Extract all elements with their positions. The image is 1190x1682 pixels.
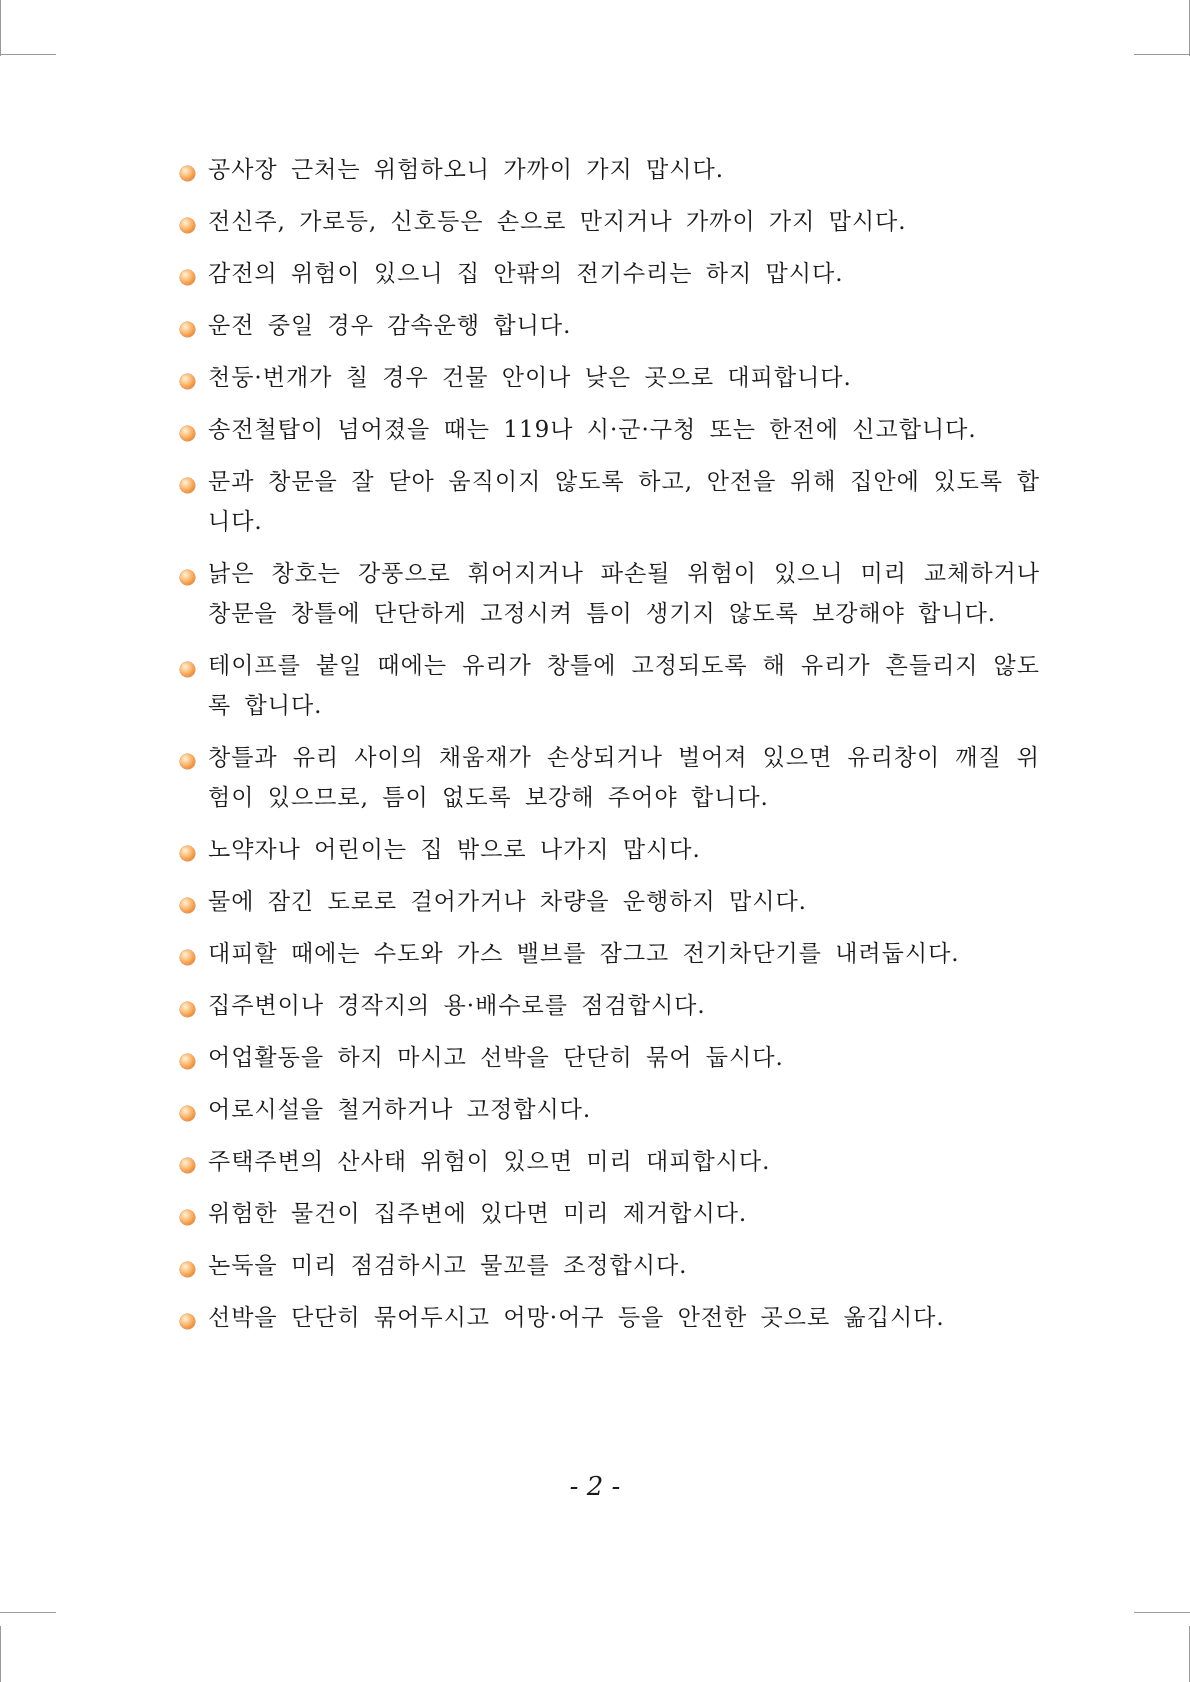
orange-bullet-icon — [180, 166, 195, 181]
list-item-text: 감전의 위험이 있으니 집 안팎의 전기수리는 하지 맙시다. — [208, 261, 844, 287]
orange-bullet-icon — [180, 1314, 195, 1329]
list-item — [180, 1038, 1040, 1078]
list-item-text: 천둥·번개가 칠 경우 건물 안이나 낮은 곳으로 대피합니다. — [208, 365, 852, 391]
list-item-text: 대피할 때에는 수도와 가스 밸브를 잠그고 전기차단기를 내려둡시다. — [208, 941, 960, 967]
orange-bullet-icon — [180, 322, 195, 337]
list-item-text: 집주변이나 경작지의 용·배수로를 점검합시다. — [208, 993, 706, 1019]
list-item — [180, 738, 1040, 818]
list-item-text: 어업활동을 하지 마시고 선박을 단단히 묶어 둡시다. — [208, 1045, 784, 1071]
list-item-text: 주택주변의 산사태 위험이 있으면 미리 대피합시다. — [208, 1149, 771, 1175]
list-item — [180, 462, 1040, 542]
list-item-text: 공사장 근처는 위험하오니 가까이 가지 맙시다. — [208, 157, 725, 183]
list-item — [180, 1194, 1040, 1234]
orange-bullet-icon — [180, 1210, 195, 1225]
orange-bullet-icon — [180, 374, 195, 389]
list-item — [180, 1298, 1040, 1338]
list-item — [180, 306, 1040, 346]
orange-bullet-icon — [180, 754, 195, 769]
crop-mark-top-right-h — [1134, 54, 1190, 55]
list-item-text: 문과 창문을 잘 닫아 움직이지 않도록 하고, 안전을 위해 집안에 있도록 합니다. — [208, 469, 1040, 535]
orange-bullet-icon — [180, 270, 195, 285]
orange-bullet-icon — [180, 1002, 195, 1017]
orange-bullet-icon — [180, 1106, 195, 1121]
crop-mark-top-left-h — [0, 54, 56, 55]
list-item — [180, 934, 1040, 974]
orange-bullet-icon — [180, 218, 195, 233]
crop-mark-top-left-v — [0, 0, 1, 56]
list-item-text: 테이프를 붙일 때에는 유리가 창틀에 고정되도록 해 유리가 흔들리지 않도록 합니다. — [208, 653, 1040, 719]
orange-bullet-icon — [180, 1262, 195, 1277]
list-item-text: 어로시설을 철거하거나 고정합시다. — [208, 1097, 592, 1123]
list-item-text: 물에 잠긴 도로로 걸어가거나 차량을 운행하지 맙시다. — [208, 889, 807, 915]
list-item-text: 운전 중일 경우 감속운행 합니다. — [208, 313, 572, 339]
list-item-text: 선박을 단단히 묶어두시고 어망·어구 등을 안전한 곳으로 옮깁시다. — [208, 1305, 945, 1331]
list-item — [180, 554, 1040, 634]
crop-mark-bottom-left-v — [0, 1626, 1, 1682]
list-item-text: 창틀과 유리 사이의 채움재가 손상되거나 벌어져 있으면 유리창이 깨질 위험이 있으므로, 틈이 없도록 보강해 주어야 합니다. — [208, 745, 1040, 811]
page-number: - 2 - — [569, 1472, 621, 1502]
orange-bullet-icon — [180, 426, 195, 441]
list-item-text: 노약자나 어린이는 집 밖으로 나가지 맙시다. — [208, 837, 701, 863]
orange-bullet-icon — [180, 950, 195, 965]
list-item — [180, 150, 1040, 190]
list-item — [180, 254, 1040, 294]
list-item — [180, 358, 1040, 398]
safety-guidelines-list — [180, 150, 1040, 1350]
orange-bullet-icon — [180, 898, 195, 913]
list-item — [180, 646, 1040, 726]
list-item-text: 논둑을 미리 점검하시고 물꼬를 조정합시다. — [208, 1253, 688, 1279]
crop-mark-bottom-left-h — [0, 1612, 56, 1613]
list-item-text: 위험한 물건이 집주변에 있다면 미리 제거합시다. — [208, 1201, 748, 1227]
list-item-text: 전신주, 가로등, 신호등은 손으로 만지거나 가까이 가지 맙시다. — [208, 209, 907, 235]
list-item — [180, 986, 1040, 1026]
list-item — [180, 882, 1040, 922]
list-item — [180, 1142, 1040, 1182]
list-item — [180, 1246, 1040, 1286]
orange-bullet-icon — [180, 570, 195, 585]
list-item — [180, 202, 1040, 242]
list-item-text: 송전철탑이 넘어졌을 때는 119나 시·군·구청 또는 한전에 신고합니다. — [208, 417, 977, 443]
list-item — [180, 1090, 1040, 1130]
orange-bullet-icon — [180, 1054, 195, 1069]
orange-bullet-icon — [180, 846, 195, 861]
list-item — [180, 830, 1040, 870]
orange-bullet-icon — [180, 662, 195, 677]
list-item-text: 낡은 창호는 강풍으로 휘어지거나 파손될 위험이 있으니 미리 교체하거나 창문을 창틀에 단단하게 고정시켜 틈이 생기지 않도록 보강해야 합니다. — [208, 561, 1040, 627]
crop-mark-bottom-right-h — [1134, 1612, 1190, 1613]
list-item — [180, 410, 1040, 450]
orange-bullet-icon — [180, 478, 195, 493]
orange-bullet-icon — [180, 1158, 195, 1173]
